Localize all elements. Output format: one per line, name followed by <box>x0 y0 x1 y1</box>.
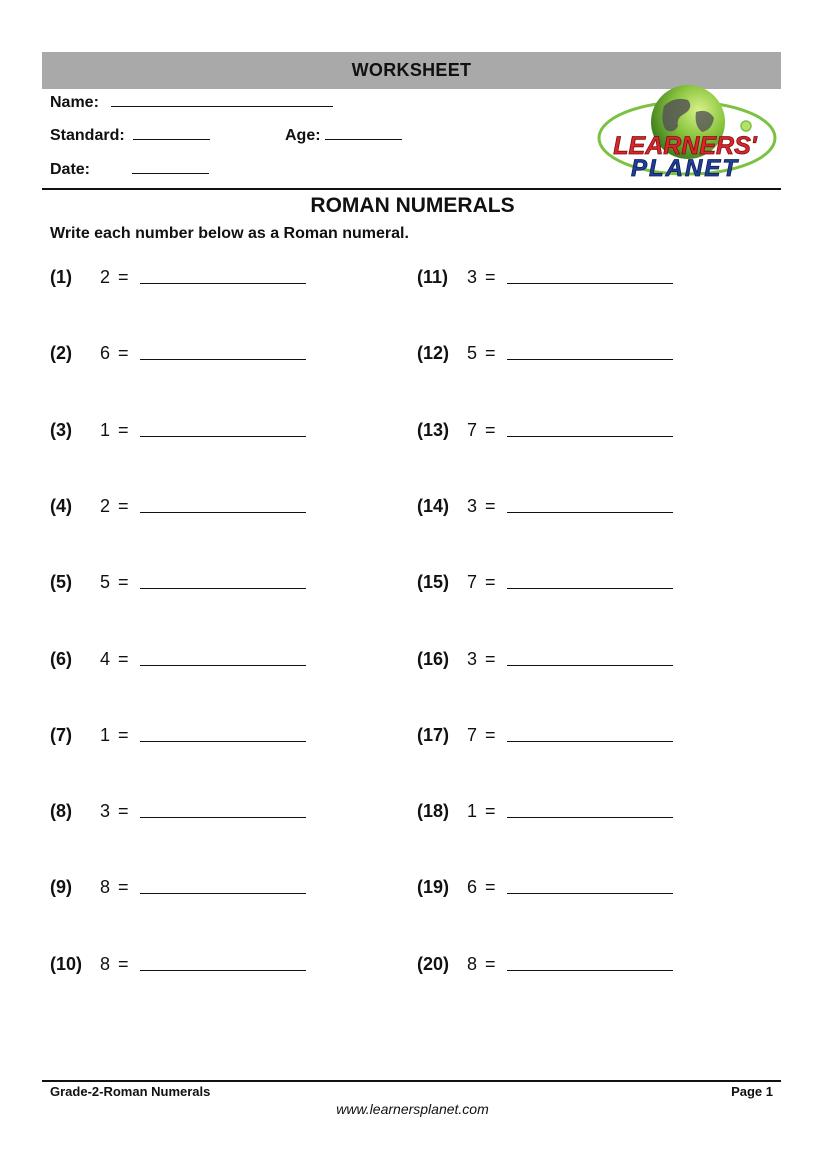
equals-sign: = <box>485 877 496 897</box>
age-label: Age: <box>285 127 321 144</box>
problem-row <box>50 567 306 593</box>
standard-label: Standard: <box>50 127 125 144</box>
footer-page-number: Page 1 <box>731 1084 773 1099</box>
problem-value: 3 <box>467 267 478 287</box>
problem-value: 6 <box>100 343 111 363</box>
equals-sign: = <box>485 496 496 516</box>
problem-value: 7 <box>467 420 478 440</box>
equals-sign: = <box>485 725 496 745</box>
problem-number: (5) <box>50 572 72 592</box>
footer-url: www.learnersplanet.com <box>336 1101 489 1117</box>
answer-blank[interactable] <box>140 570 306 589</box>
problem-number: (10) <box>50 954 83 974</box>
problem-row <box>417 644 673 670</box>
problem-value: 3 <box>467 496 478 516</box>
problem-row <box>50 262 306 288</box>
answer-blank[interactable] <box>507 799 673 818</box>
equals-sign: = <box>118 649 129 669</box>
answer-blank[interactable] <box>140 647 306 666</box>
standard-field <box>50 125 210 145</box>
problem-value: 8 <box>100 877 111 897</box>
problem-number: (16) <box>417 649 450 669</box>
problem-row <box>417 949 673 975</box>
problem-number: (2) <box>50 343 72 363</box>
problem-row <box>50 415 306 441</box>
problem-value: 4 <box>100 649 111 669</box>
problem-value: 7 <box>467 725 478 745</box>
answer-blank[interactable] <box>140 265 306 284</box>
learners-planet-logo <box>592 84 778 188</box>
answer-blank[interactable] <box>507 341 673 360</box>
problem-value: 1 <box>100 725 111 745</box>
problem-value: 2 <box>100 267 111 287</box>
date-field <box>50 159 209 179</box>
answer-blank[interactable] <box>140 952 306 971</box>
problem-value: 8 <box>100 954 111 974</box>
equals-sign: = <box>118 572 129 592</box>
problem-row <box>417 491 673 517</box>
equals-sign: = <box>118 954 129 974</box>
problem-number: (9) <box>50 877 72 897</box>
answer-blank[interactable] <box>507 418 673 437</box>
age-field <box>285 125 402 145</box>
problem-row <box>417 796 673 822</box>
header-divider <box>42 188 781 190</box>
problem-row <box>50 491 306 517</box>
problem-value: 1 <box>467 801 478 821</box>
problem-row <box>417 720 673 746</box>
problem-number: (7) <box>50 725 72 745</box>
equals-sign: = <box>118 801 129 821</box>
name-field <box>50 92 333 112</box>
problem-number: (13) <box>417 420 450 440</box>
answer-blank[interactable] <box>507 570 673 589</box>
equals-sign: = <box>118 496 129 516</box>
problem-number: (12) <box>417 343 450 363</box>
problem-value: 5 <box>467 343 478 363</box>
problem-number: (11) <box>417 267 449 287</box>
problem-number: (4) <box>50 496 72 516</box>
problem-value: 1 <box>100 420 111 440</box>
problem-value: 2 <box>100 496 111 516</box>
standard-blank[interactable] <box>133 125 210 140</box>
logo-text-learners: LEARNERS' <box>613 132 757 160</box>
worksheet-header-title: WORKSHEET <box>351 60 472 80</box>
problem-number: (15) <box>417 572 450 592</box>
problem-value: 6 <box>467 877 478 897</box>
page-title: ROMAN NUMERALS <box>310 194 515 217</box>
logo-text-planet: PLANET <box>631 155 739 182</box>
name-blank[interactable] <box>111 92 333 107</box>
answer-blank[interactable] <box>507 494 673 513</box>
equals-sign: = <box>485 801 496 821</box>
instruction-text: Write each number below as a Roman numeral. <box>50 225 409 242</box>
answer-blank[interactable] <box>140 341 306 360</box>
problem-number: (6) <box>50 649 72 669</box>
answer-blank[interactable] <box>140 875 306 894</box>
problem-row <box>50 644 306 670</box>
problem-row <box>50 796 306 822</box>
equals-sign: = <box>118 420 129 440</box>
problem-value: 3 <box>467 649 478 669</box>
footer-divider <box>42 1080 781 1082</box>
answer-blank[interactable] <box>140 723 306 742</box>
problem-number: (17) <box>417 725 450 745</box>
equals-sign: = <box>485 572 496 592</box>
problem-value: 5 <box>100 572 111 592</box>
date-blank[interactable] <box>132 159 209 174</box>
problem-row <box>417 415 673 441</box>
problem-number: (19) <box>417 877 450 897</box>
orbit-dot <box>741 121 751 131</box>
equals-sign: = <box>118 343 129 363</box>
footer-title: Grade-2-Roman Numerals <box>50 1084 211 1099</box>
answer-blank[interactable] <box>507 723 673 742</box>
problem-row <box>417 262 673 288</box>
date-label: Date: <box>50 161 91 178</box>
age-blank[interactable] <box>325 125 402 140</box>
answer-blank[interactable] <box>140 418 306 437</box>
equals-sign: = <box>485 267 496 287</box>
answer-blank[interactable] <box>507 647 673 666</box>
answer-blank[interactable] <box>140 799 306 818</box>
equals-sign: = <box>485 420 496 440</box>
equals-sign: = <box>118 267 129 287</box>
answer-blank[interactable] <box>140 494 306 513</box>
problem-row <box>417 872 673 898</box>
problem-number: (1) <box>50 267 72 287</box>
answer-blank[interactable] <box>507 265 673 284</box>
problem-number: (18) <box>417 801 450 821</box>
answer-blank[interactable] <box>507 875 673 894</box>
problem-number: (8) <box>50 801 72 821</box>
problem-number: (14) <box>417 496 450 516</box>
equals-sign: = <box>485 343 496 363</box>
problem-value: 7 <box>467 572 478 592</box>
equals-sign: = <box>118 877 129 897</box>
problem-row <box>50 872 306 898</box>
problem-row <box>50 338 306 364</box>
name-label: Name: <box>50 94 99 111</box>
problem-row <box>50 720 306 746</box>
problem-number: (20) <box>417 954 450 974</box>
equals-sign: = <box>485 649 496 669</box>
problem-value: 3 <box>100 801 111 821</box>
answer-blank[interactable] <box>507 952 673 971</box>
problem-row <box>417 567 673 593</box>
equals-sign: = <box>118 725 129 745</box>
problem-row <box>50 949 306 975</box>
problem-row <box>417 338 673 364</box>
problem-value: 8 <box>467 954 478 974</box>
equals-sign: = <box>485 954 496 974</box>
problem-number: (3) <box>50 420 72 440</box>
